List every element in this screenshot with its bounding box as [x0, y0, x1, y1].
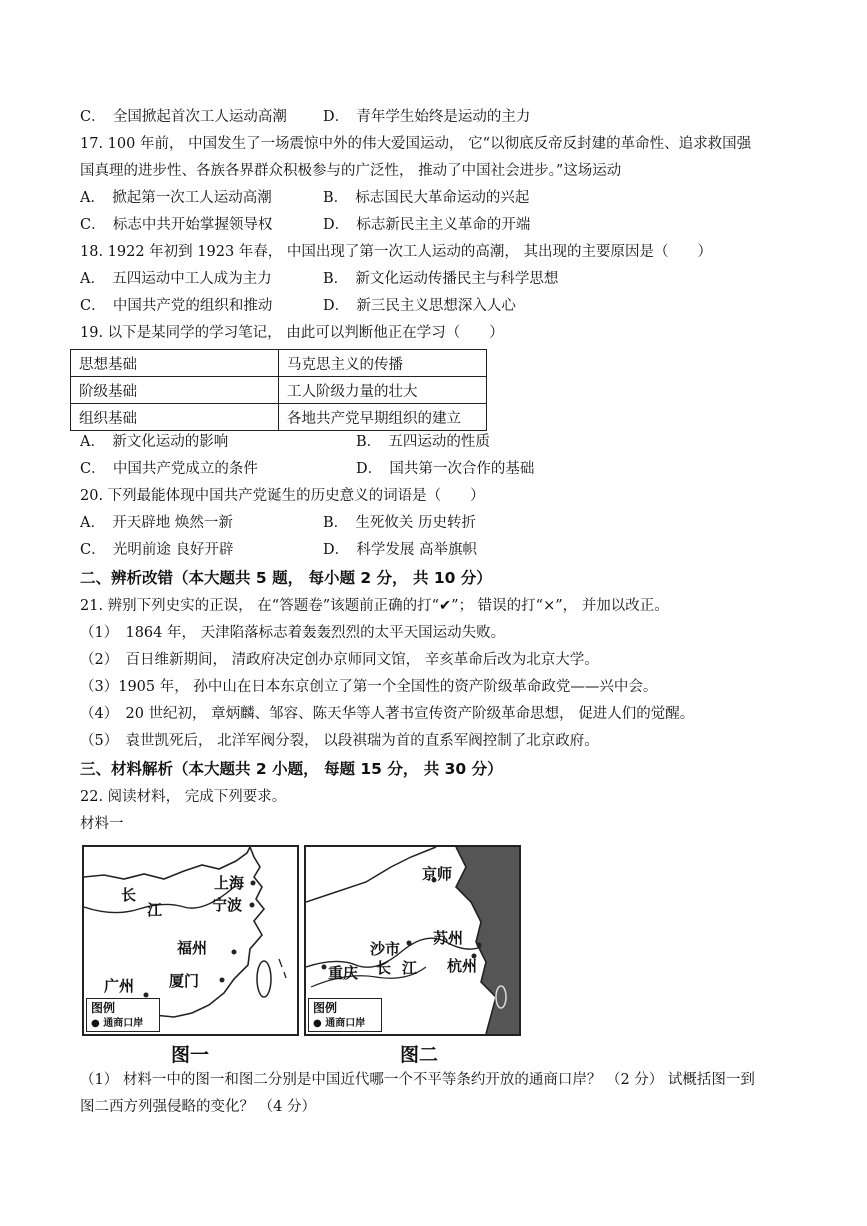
legend-key: ● 通商口岸 — [91, 1018, 144, 1029]
table-cell: 马克思主义的传播 — [279, 350, 487, 377]
table-cell: 各地共产党早期组织的建立 — [279, 404, 487, 431]
map2-label-suzhou: 苏州 — [433, 929, 464, 947]
q18-option-a: A． 五四运动中工人成为主力 — [80, 271, 272, 287]
q21-item-4: （4） 20 世纪初， 章炳麟、邹容、陈天华等人著书宣传资产阶级革命思想， 促进人们的觉醒。 — [80, 706, 695, 722]
q17-option-b: B． 标志国民大革命运动的兴起 — [323, 190, 530, 206]
q21-stem: 21. 辨别下列史实的正误， 在“答题卷”该题前正确的打“✔”； 错误的打“×”， 并加以改正。 — [80, 598, 669, 614]
q18-option-c: C． 中国共产党的组织和推动 — [80, 298, 273, 314]
study-notes-table — [70, 349, 487, 431]
map2-legend — [308, 998, 382, 1032]
map2-label-jiang: 江 — [402, 959, 418, 977]
table-row — [71, 377, 487, 404]
map-figure-2 — [304, 845, 521, 1036]
legend-title: 图例 — [91, 1001, 116, 1015]
map1-label-ningbo: 宁波 — [212, 896, 243, 914]
map2-label-jingshi: 京师 — [422, 865, 453, 883]
q19-option-b: B． 五四运动的性质 — [356, 434, 490, 450]
q21-item-5: （5） 袁世凯死后， 北洋军阀分裂， 以段祺瑞为首的直系军阀控制了北京政府。 — [80, 733, 599, 749]
q17-option-a: A． 掀起第一次工人运动高潮 — [80, 190, 272, 206]
q17-option-d: D． 标志新民主主义革命的开端 — [323, 217, 531, 233]
table-row — [71, 404, 487, 431]
q19-option-d: D． 国共第一次合作的基础 — [356, 461, 535, 477]
q19-option-a: A． 新文化运动的影响 — [80, 434, 229, 450]
map-figure-1 — [82, 845, 299, 1036]
q17-stem-line1: 17. 100 年前， 中国发生了一场震惊中外的伟大爱国运动， 它“以彻底反帝反封建的革命性、追求救国强 — [80, 136, 752, 152]
map1-caption: 图一 — [171, 1044, 210, 1066]
table-cell: 工人阶级力量的壮大 — [279, 377, 487, 404]
section2-heading: 二、辨析改错（本大题共 5 题， 每小题 2 分， 共 10 分） — [80, 569, 492, 587]
q19-stem: 19. 以下是某同学的学习笔记， 由此可以判断他正在学习（ ） — [80, 325, 504, 341]
material-label: 材料一 — [80, 816, 124, 832]
q17-option-c: C． 标志中共开始掌握领导权 — [80, 217, 273, 233]
q22-part1-line1: （1） 材料一中的图一和图二分别是中国近代哪一个不平等条约开放的通商口岸？ （2 分） 试概括图一到 — [80, 1072, 755, 1088]
map1-label-guangzhou: 广州 — [104, 977, 135, 995]
q16-option-c: C． 全国掀起首次工人运动高潮 — [80, 109, 287, 125]
table-cell: 思想基础 — [71, 350, 279, 377]
q22-part1-line2: 图二西方列强侵略的变化？ （4 分） — [80, 1099, 316, 1115]
q18-option-d: D． 新三民主义思想深入人心 — [323, 298, 516, 314]
q20-stem: 20. 下列最能体现中国共产党诞生的历史意义的词语是（ ） — [80, 488, 485, 504]
q20-option-d: D． 科学发展 高举旗帜 — [323, 542, 477, 558]
legend-title: 图例 — [313, 1001, 338, 1015]
section3-heading: 三、材料解析（本大题共 2 小题， 每题 15 分， 共 30 分） — [80, 760, 503, 778]
map1-label-jiang: 江 — [147, 901, 163, 919]
map2-label-shashi: 沙市 — [370, 940, 401, 958]
map1-label-xiamen: 厦门 — [169, 972, 200, 990]
map1-label-fuzhou: 福州 — [177, 939, 208, 957]
q18-option-b: B． 新文化运动传播民主与科学思想 — [323, 271, 559, 287]
q22-stem: 22. 阅读材料， 完成下列要求。 — [80, 789, 287, 805]
map1-label-chang: 长 — [121, 886, 137, 904]
q20-option-b: B． 生死攸关 历史转折 — [323, 515, 477, 531]
q16-option-d: D． 青年学生始终是运动的主力 — [323, 109, 531, 125]
q20-option-c: C． 光明前途 良好开辟 — [80, 542, 234, 558]
table-cell: 阶级基础 — [71, 377, 279, 404]
q18-stem: 18. 1922 年初到 1923 年春， 中国出现了第一次工人运动的高潮， 其出现的主要原因是（ ） — [80, 244, 713, 260]
q21-item-1: （1） 1864 年， 天津陷落标志着轰轰烈烈的太平天国运动失败。 — [80, 625, 506, 641]
q20-option-a: A． 开天辟地 焕然一新 — [80, 515, 233, 531]
map1-legend — [86, 998, 160, 1032]
q19-option-c: C． 中国共产党成立的条件 — [80, 461, 258, 477]
legend-key: ● 通商口岸 — [313, 1018, 366, 1029]
map2-label-chang: 长 — [376, 959, 392, 977]
map2-caption: 图二 — [400, 1044, 439, 1066]
q21-item-2: （2） 百日维新期间， 清政府决定创办京师同文馆， 辛亥革命后改为北京大学。 — [80, 652, 599, 668]
q21-item-3: （3）1905 年， 孙中山在日本东京创立了第一个全国性的资产阶级革命政党——兴中会。 — [80, 679, 658, 695]
table-cell: 组织基础 — [71, 404, 279, 431]
map1-label-shanghai: 上海 — [214, 874, 245, 892]
map2-label-hangzhou: 杭州 — [447, 957, 478, 975]
table-row — [71, 350, 487, 377]
map2-label-chongqing: 重庆 — [328, 964, 359, 982]
q17-stem-line2: 国真理的进步性、各族各界群众积极参与的广泛性， 推动了中国社会进步。”这场运动 — [80, 163, 622, 179]
